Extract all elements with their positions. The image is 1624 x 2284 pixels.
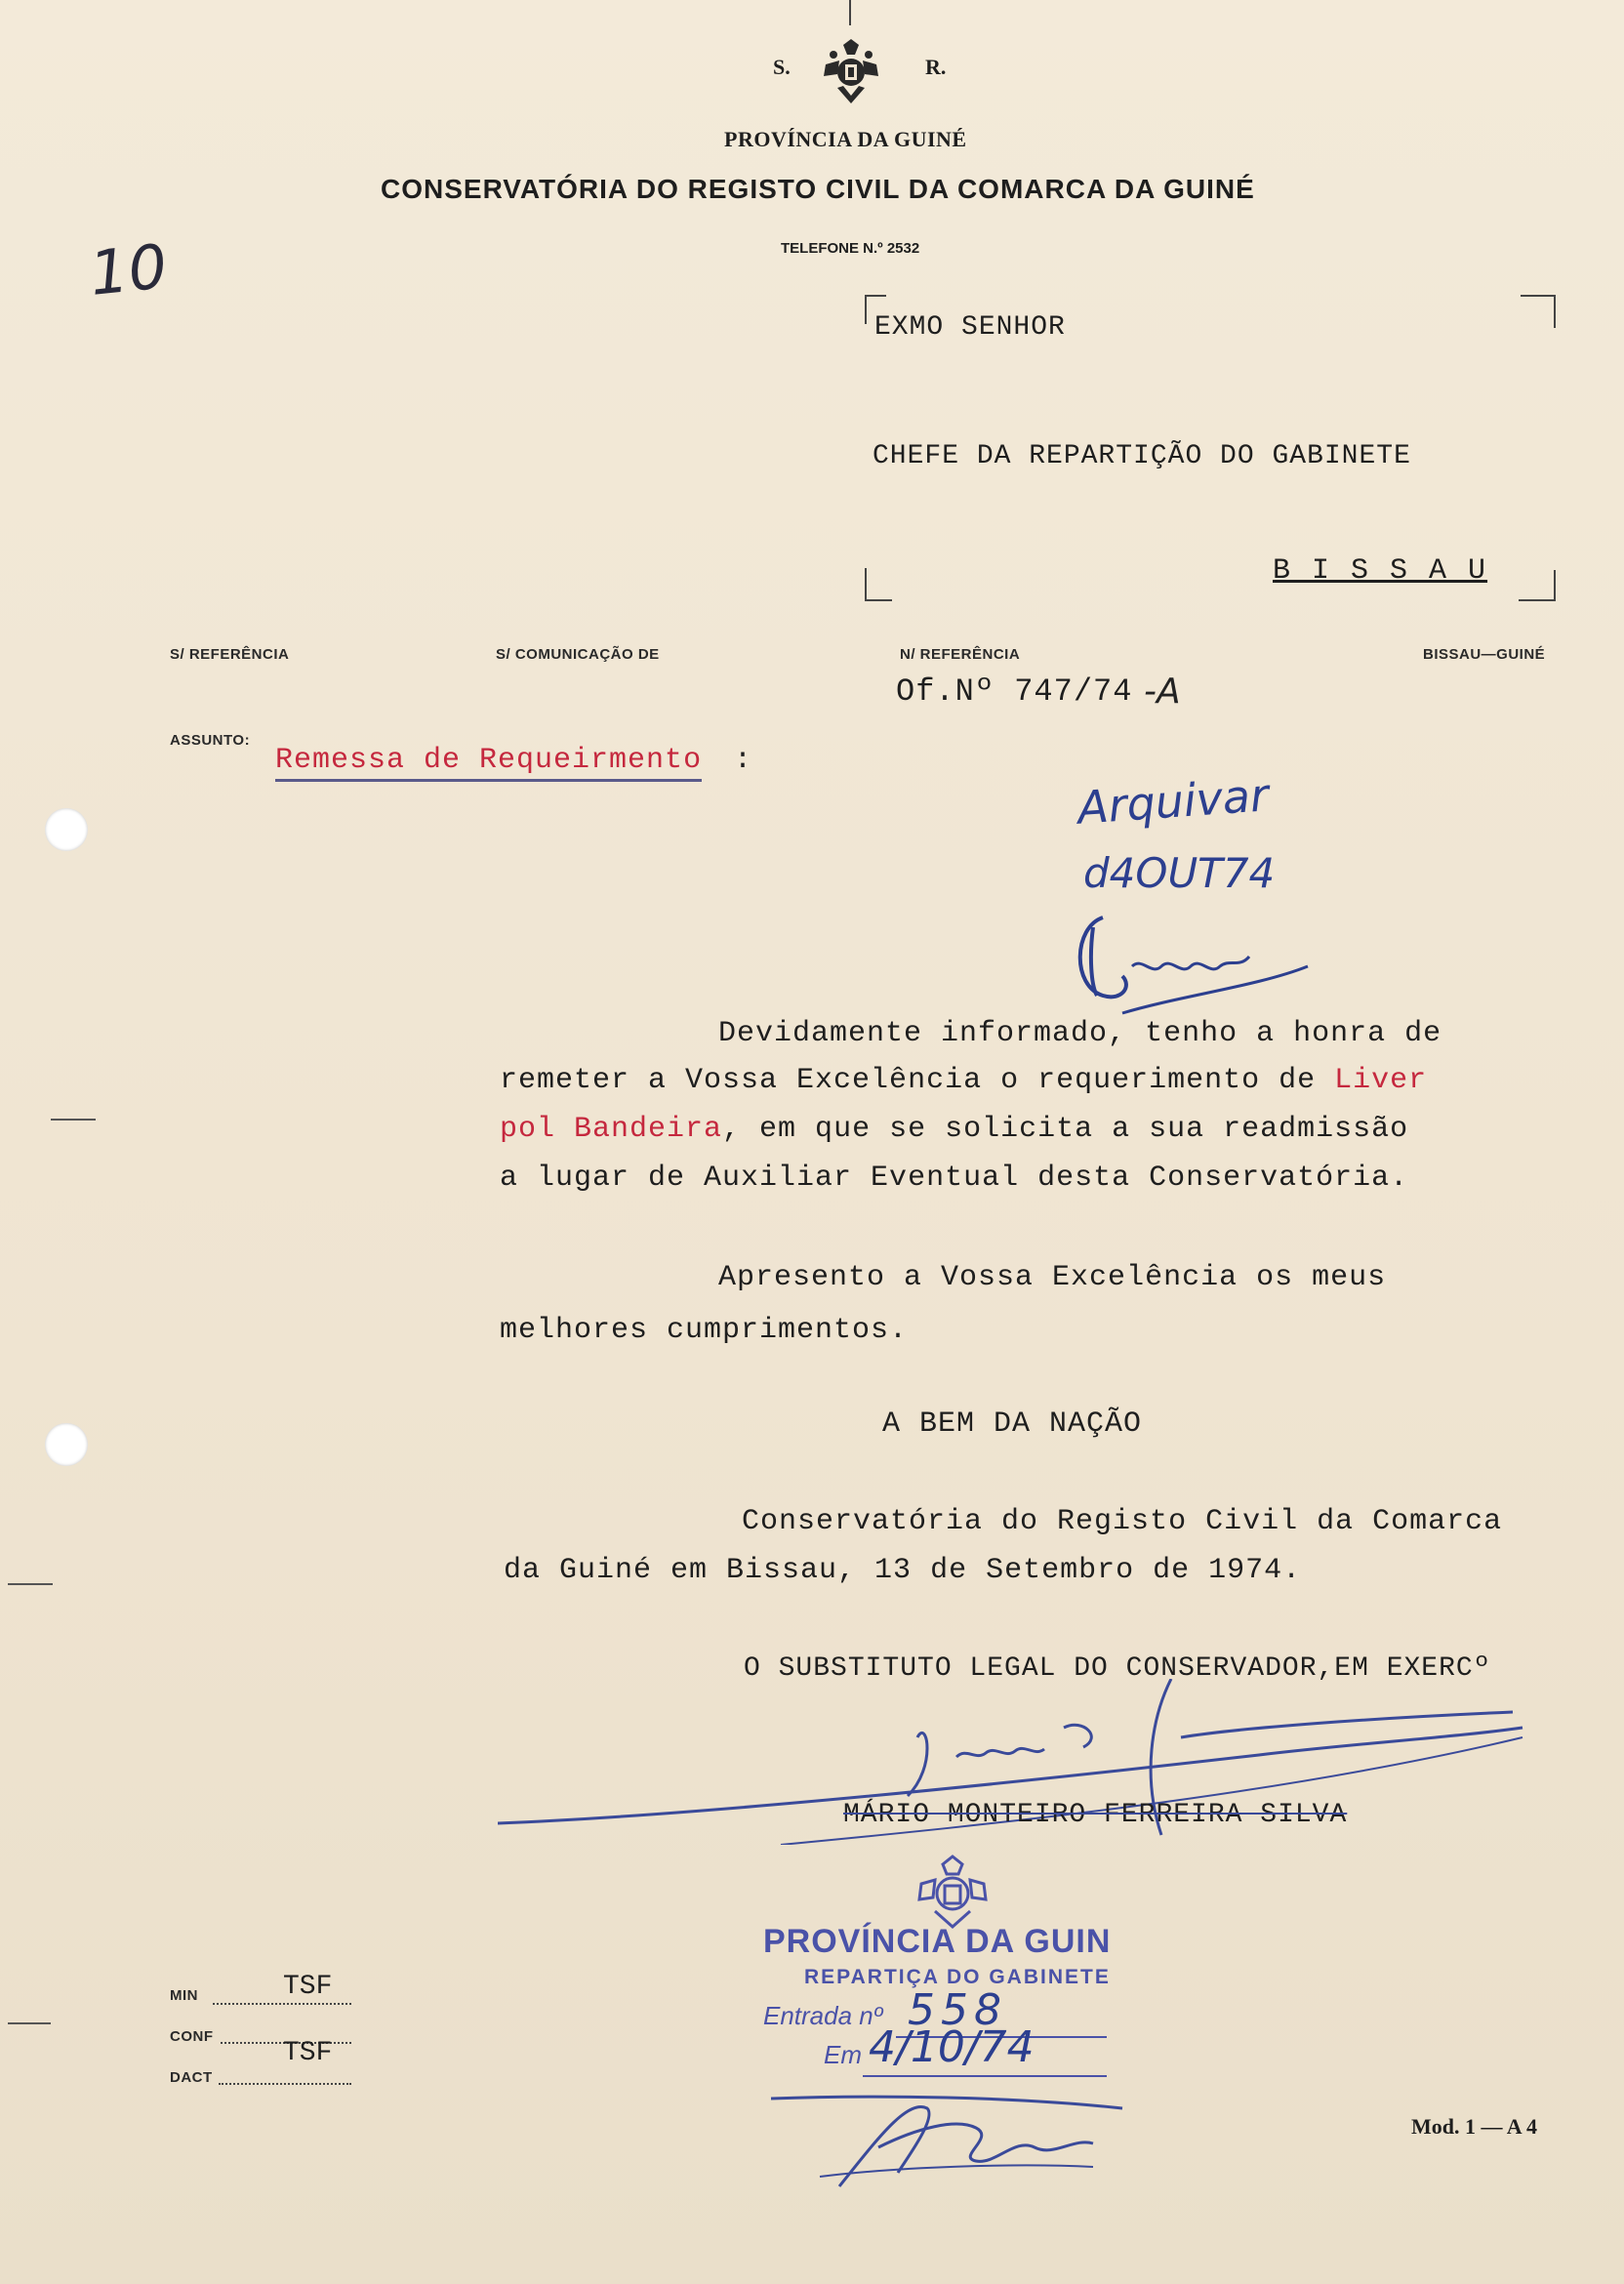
punch-hole-top [45,808,88,851]
coat-of-arms-icon [816,35,886,109]
body-p2-line2: melhores cumprimentos. [500,1314,909,1347]
footer-model: Mod. 1 — A 4 [1411,2114,1537,2139]
stamp-date-value: 4/10/74 [869,2022,1035,2072]
stamp-entry-number: 558 [908,1985,1007,2035]
body-p1-line2 [500,1064,1427,1097]
footer-dact-line [219,2083,351,2085]
signature-role: O SUBSTITUTO LEGAL DO CONSERVADOR,EM EXERCº [744,1653,1491,1684]
address-corner-br [1519,570,1556,601]
label-n-referencia: N/ REFERÊNCIA [900,646,1021,663]
body-place-line1: Conservatória do Registo Civil da Comarca [742,1505,1503,1538]
subject-text: Remessa de Requeirmento [275,744,702,782]
stamp-line2: REPARTIÇA DO GABINETE [804,1966,1111,1988]
footer-min-line [213,2003,351,2005]
stamp-signature [761,2079,1132,2196]
body-place-line2: da Guiné em Bissau, 13 de Setembro de 1974. [504,1554,1302,1587]
footer-min-value: TSF [283,1972,333,2002]
footer-conf-value: TSF [283,2038,333,2068]
addressee-line2: CHEFE DA REPARTIÇÃO DO GABINETE [873,441,1411,471]
label-s-comunicacao: S/ COMUNICAÇÃO DE [496,646,660,663]
footer-dact-label: DACT [170,2069,213,2086]
addressee-line1: EXMO SENHOR [874,312,1066,343]
body-p1-line3-red: pol Bandeira [500,1113,723,1146]
fold-mark [8,2022,51,2024]
header-left-initial: S. [773,55,791,79]
fold-mark [51,1119,96,1121]
body-closing: A BEM DA NAÇÃO [882,1407,1143,1441]
header-right-initial: R. [925,55,947,79]
body-p1-line3 [500,1113,1408,1146]
annotation-initials-signature [1064,898,1318,1025]
body-p1-line2-red: Liver [1334,1064,1428,1097]
label-assunto: ASSUNTO: [170,732,251,749]
header-telefone: TELEFONE N.º 2532 [781,240,920,257]
body-p1-line1: Devidamente informado, tenho a honra de [718,1017,1442,1050]
body-p1-line3-b: , em que se solicita a sua readmissão [722,1113,1409,1146]
stamp-date-line [863,2075,1107,2077]
margin-note-handwritten: 10 [86,230,171,309]
footer-conf-label: CONF [170,2028,214,2045]
body-p1-line2-a: remeter a Vossa Excelência o requerimento de [500,1064,1335,1097]
label-place: BISSAU—GUINÉ [1423,646,1546,663]
stamp-line1: PROVÍNCIA DA GUIN [763,1923,1112,1960]
annotation-arquivar: Arquivar [1076,768,1271,835]
subject-colon: : [734,744,752,777]
header-province: PROVÍNCIA DA GUINÉ [724,127,967,151]
stamp-coat-of-arms-icon [908,1855,997,1929]
address-corner-bl [865,568,892,601]
of-number-suffix-handwritten: -A [1144,672,1181,712]
annotation-date: d4OUT74 [1083,849,1276,897]
fold-mark [8,1583,53,1585]
top-center-mark [849,0,851,25]
footer-min-label: MIN [170,1987,198,2004]
of-number: Of.Nº 747/74 [896,673,1133,710]
stamp-entry-label: Entrada nº [763,2001,883,2030]
punch-hole-bottom [45,1423,88,1466]
signature-name: MÁRIO MONTEIRO FERREIRA SILVA [843,1800,1348,1830]
label-s-referencia: S/ REFERÊNCIA [170,646,290,663]
addressee-line3: B I S S A U [1273,554,1488,588]
stamp-date-label: Em [824,2040,862,2069]
body-p1-line4: a lugar de Auxiliar Eventual desta Conservatória. [500,1162,1409,1195]
header-institution: CONSERVATÓRIA DO REGISTO CIVIL DA COMARCA DA GUINÉ [381,174,1255,204]
address-corner-tr [1521,295,1556,328]
body-p2-line1: Apresento a Vossa Excelência os meus [718,1261,1387,1294]
